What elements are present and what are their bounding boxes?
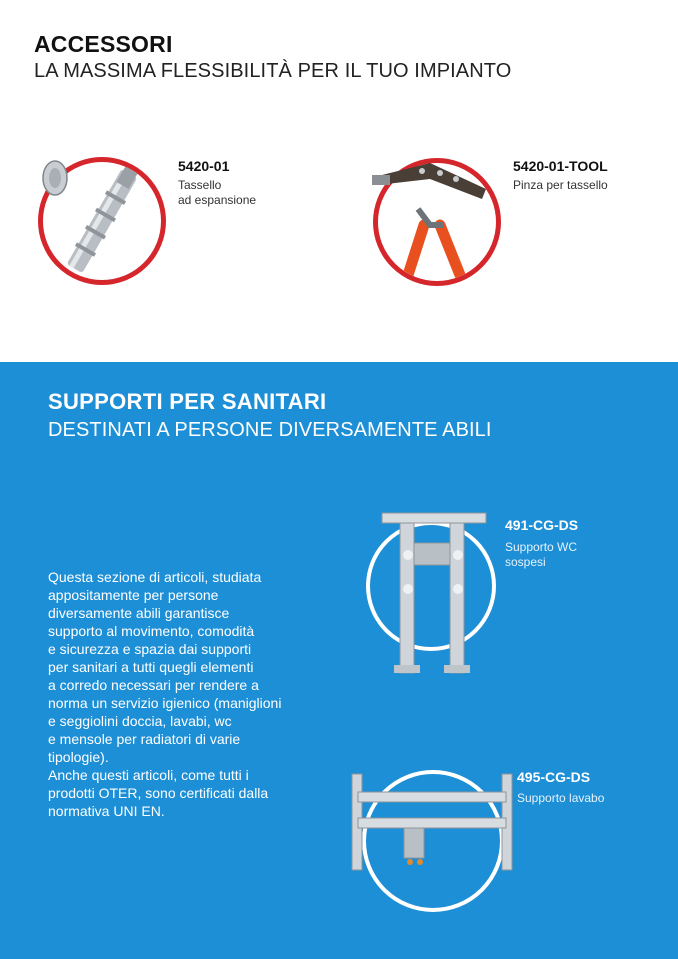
body-line: Questa sezione di articoli, studiata (48, 569, 262, 585)
anchor-head-icon (38, 158, 72, 198)
section-body-text (48, 568, 323, 820)
body-line: supporto al movimento, comodità (48, 623, 255, 639)
body-line: e seggiolini doccia, lavabi, wc (48, 713, 232, 729)
product-code-495-cg-ds: 495-CG-DS (517, 769, 591, 785)
section-title: ACCESSORI (34, 31, 173, 57)
product-code-5420-01: 5420-01 (178, 158, 230, 174)
product-code-491-cg-ds: 491-CG-DS (505, 517, 579, 533)
supporti-section (0, 362, 678, 959)
body-line: e sicurezza e spazia dai supporti (48, 641, 252, 657)
product-desc-line: Tassello (178, 178, 222, 192)
wc-support-frame-icon (378, 507, 490, 677)
product-desc-line: sospesi (505, 555, 546, 569)
section-title: SUPPORTI PER SANITARI (48, 389, 327, 414)
section-subtitle: LA MASSIMA FLESSIBILITÀ PER IL TUO IMPIANTO (34, 60, 512, 82)
product-desc-495-cg-ds: Supporto lavabo (517, 791, 605, 805)
product-desc-5420-01 (178, 178, 256, 208)
body-line: tipologie). (48, 749, 109, 765)
product-desc-5420-01-tool: Pinza per tassello (513, 178, 608, 192)
body-line: e mensole per radiatori di varie (48, 731, 241, 747)
body-line: Anche questi articoli, come tutti i (48, 767, 249, 783)
product-code-5420-01-tool: 5420-01-TOOL (513, 158, 608, 174)
washbasin-support-frame-icon (348, 772, 516, 872)
body-line: per sanitari a tutti quegli elementi (48, 659, 254, 675)
body-line: norma un servizio igienico (maniglioni (48, 695, 282, 711)
accessori-section (0, 0, 678, 362)
product-desc-491-cg-ds (505, 540, 577, 570)
plier-head-icon (370, 155, 490, 211)
product-desc-line: Supporto WC (505, 540, 578, 554)
body-line: appositamente per persone (48, 587, 219, 603)
body-line: normativa UNI EN. (48, 803, 165, 819)
body-line: diversamente abili garantisce (48, 605, 230, 621)
body-line: a corredo necessari per rendere a (48, 677, 259, 693)
body-line: prodotti OTER, sono certificati dalla (48, 785, 269, 801)
section-subtitle: DESTINATI A PERSONE DIVERSAMENTE ABILI (48, 419, 492, 441)
product-desc-line: ad espansione (178, 193, 257, 207)
